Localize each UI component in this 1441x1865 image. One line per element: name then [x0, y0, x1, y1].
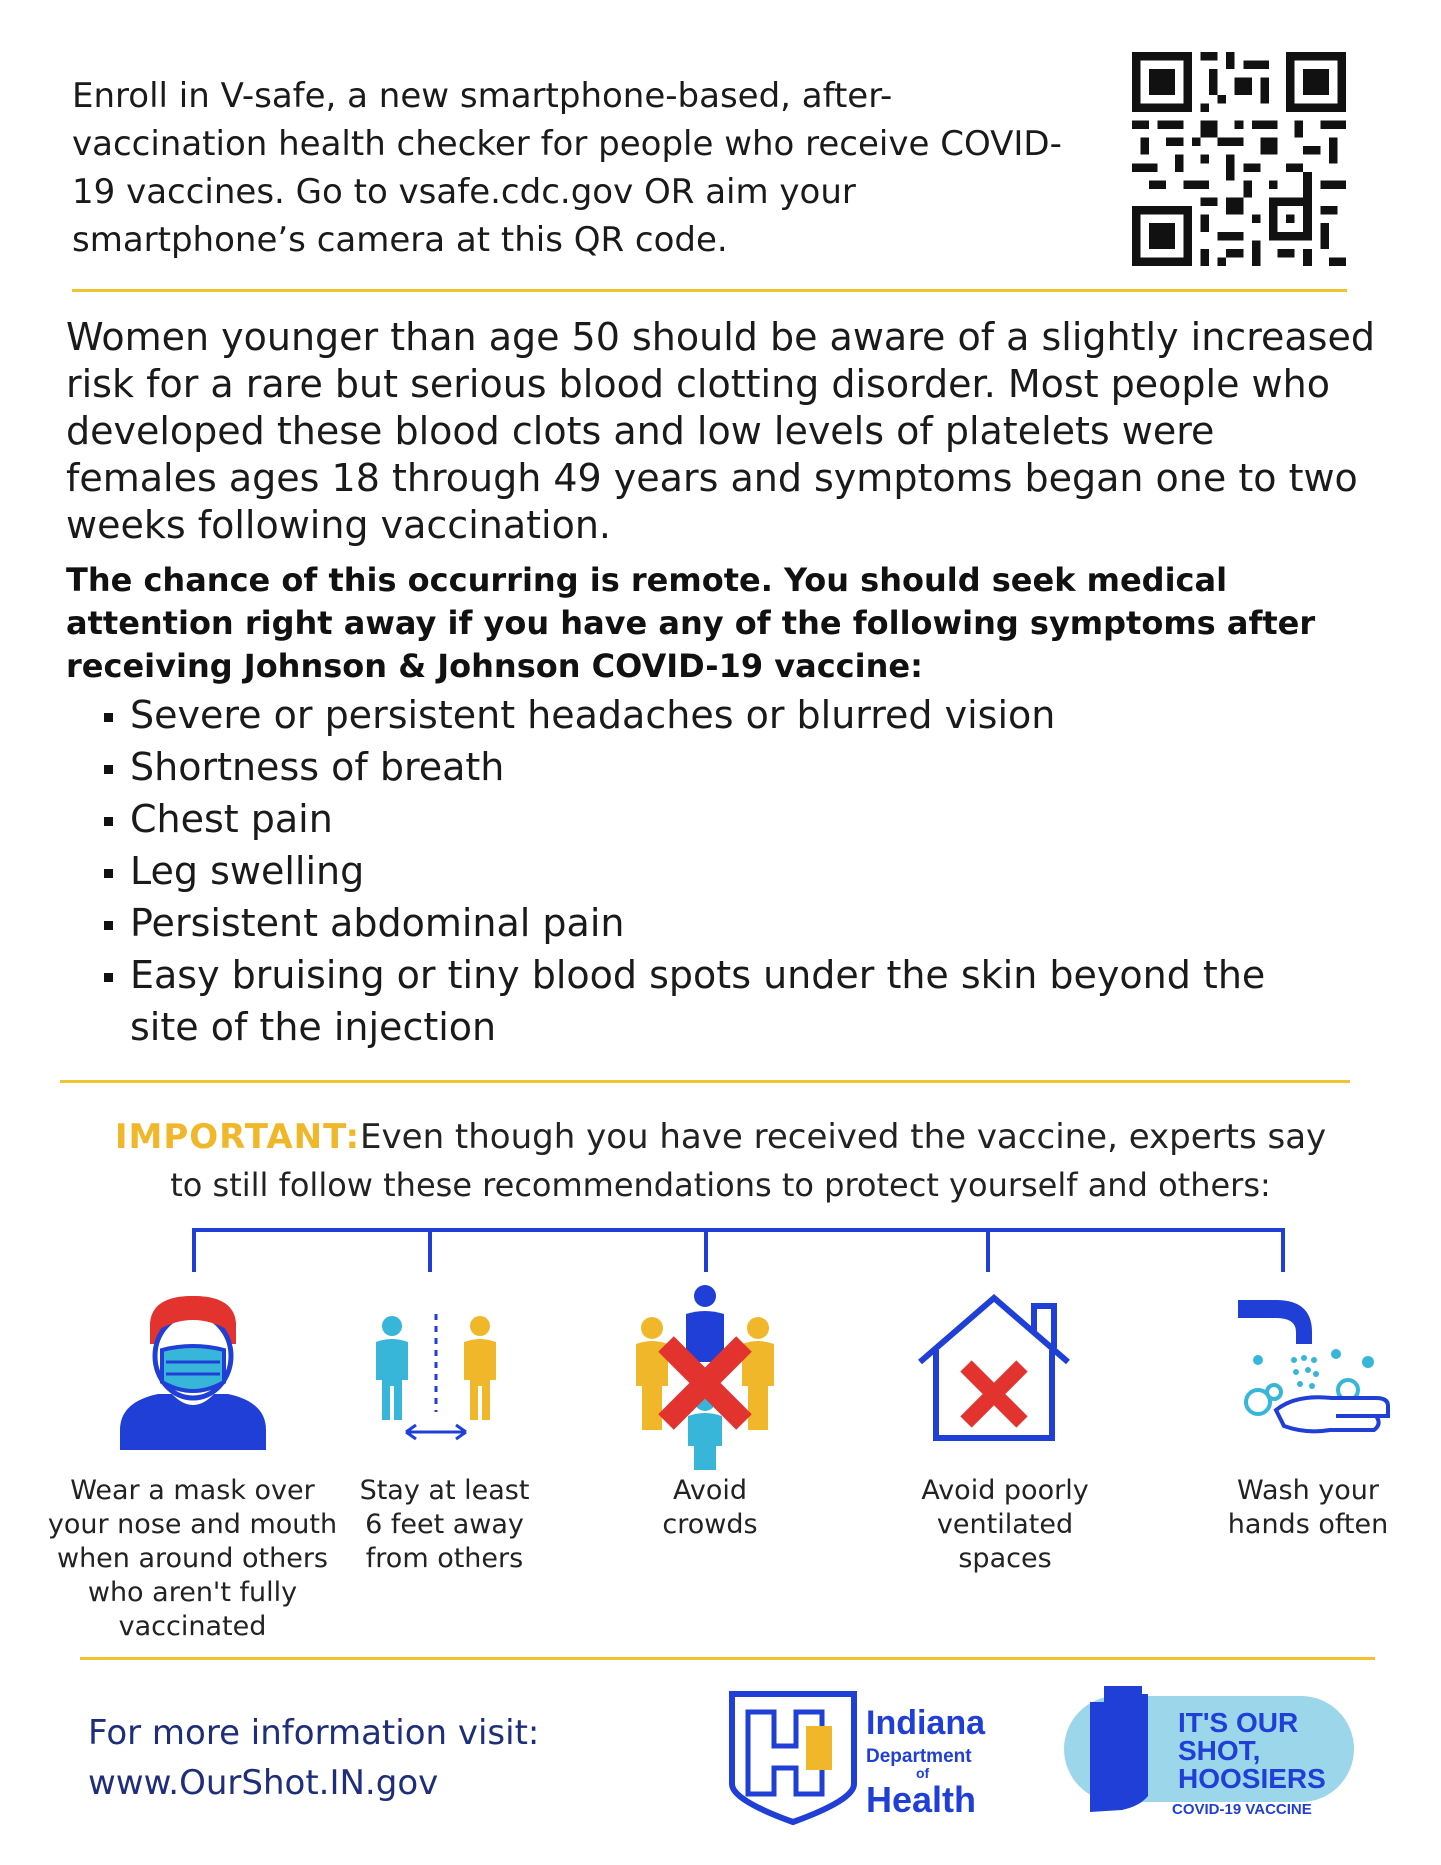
- shot-logo-line4: COVID-19 VACCINE: [1172, 1801, 1312, 1818]
- caption-crowds: Avoid crowds: [662, 1475, 758, 1540]
- idh-logo-line3: of: [916, 1765, 930, 1781]
- list-item: Shortness of breath: [100, 741, 1360, 793]
- caption-ventilation: Avoid poorly ventilated spaces: [921, 1475, 1089, 1574]
- divider-middle: [60, 1080, 1350, 1083]
- idh-logo-line4: Health: [866, 1779, 977, 1820]
- clotting-paragraph: Women younger than age 50 should be aware of a slightly increased risk for a rare but serious blood clotting disorder. Most people who developed these blood clots and low levels of platelets were females ages 18 through 49 years and symptoms began one to two weeks following vaccination.: [66, 315, 1375, 547]
- shot-logo-line2: SHOT,: [1178, 1735, 1261, 1766]
- divider-bottom: [80, 1657, 1375, 1660]
- footer-info: [88, 1708, 539, 1808]
- list-item: Persistent abdominal pain: [100, 897, 1360, 949]
- six-feet-distance-icon: [366, 1312, 506, 1442]
- its-our-shot-hoosiers-logo: [1060, 1684, 1360, 1824]
- vsafe-paragraph: Enroll in V-safe, a new smartphone-based, after-vaccination health checker for people who receive COVID-19 vaccines. Go to vsafe.cdc.gov OR aim your smartphone’s camera at this QR code.: [72, 76, 1062, 260]
- important-line-1: [0, 1114, 1441, 1160]
- footer-info-label: For more information visit:: [88, 1713, 540, 1753]
- indiana-department-of-health-logo: [728, 1690, 998, 1826]
- divider-top: [72, 289, 1347, 292]
- recommendation-bracket: [0, 1228, 1441, 1274]
- idh-logo-line1: Indiana: [866, 1704, 986, 1742]
- important-text-1: Even though you have received the vaccine, experts say: [360, 1117, 1327, 1157]
- wash-hands-icon: [1236, 1298, 1396, 1448]
- idh-logo-line2: Department: [866, 1746, 972, 1767]
- shot-logo-line3: HOOSIERS: [1178, 1763, 1326, 1794]
- list-item: Severe or persistent headaches or blurred vision: [100, 689, 1360, 741]
- qr-code-icon[interactable]: [1132, 52, 1346, 266]
- list-item: Leg swelling: [100, 845, 1360, 897]
- footer-link[interactable]: www.OurShot.IN.gov: [88, 1763, 439, 1803]
- caption-mask: Wear a mask over your nose and mouth when around others who aren't fully vaccinated: [47, 1475, 338, 1642]
- important-line-2: to still follow these recommendations to protect yourself and others:: [170, 1166, 1271, 1204]
- warning-paragraph: The chance of this occurring is remote. You should seek medical attention right away if you have any of the following symptoms after receiving Johnson & Johnson COVID-19 vaccine:: [66, 561, 1316, 685]
- mask-person-icon: [118, 1290, 268, 1450]
- important-label: IMPORTANT:: [114, 1117, 361, 1157]
- shot-logo-line1: IT'S OUR: [1178, 1707, 1299, 1738]
- caption-distance: Stay at least 6 feet away from others: [359, 1475, 530, 1574]
- poorly-ventilated-house-icon: [914, 1292, 1074, 1442]
- avoid-crowds-icon: [630, 1282, 780, 1472]
- list-item: Chest pain: [100, 793, 1360, 845]
- symptom-list: [100, 689, 1360, 1053]
- caption-wash-hands: Wash your hands often: [1227, 1475, 1389, 1540]
- list-item: Easy bruising or tiny blood spots under the skin beyond the site of the injection: [100, 949, 1310, 1053]
